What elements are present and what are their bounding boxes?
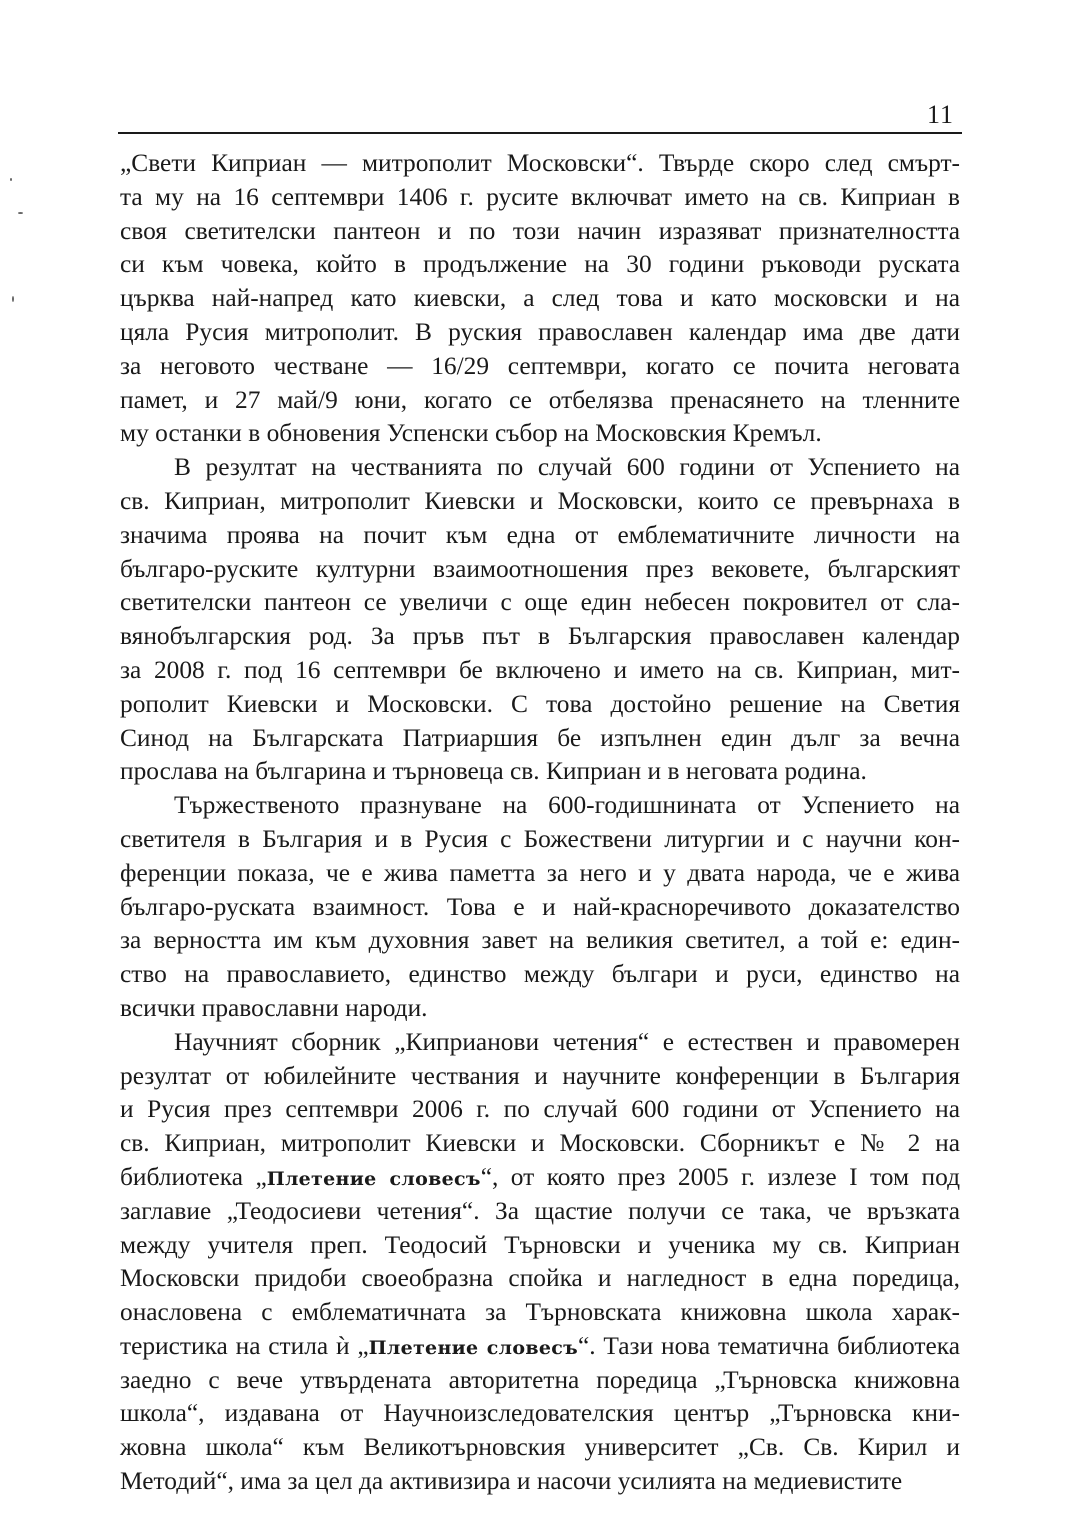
header-rule: [118, 132, 962, 134]
text-line: Методий“, има за цел да активизира и насочи усилията на медиевистите: [120, 1467, 903, 1496]
text-line: българо-руските културни взаимоотношения през вековете, българският: [120, 554, 960, 583]
paragraph: [120, 789, 960, 1026]
paragraph: [120, 451, 960, 789]
text-line: резултат от юбилейните чествания и научните конференции в България: [120, 1061, 960, 1090]
text-line: „Свети Киприан — митрополит Московски“. Твърде скоро след смърт-: [120, 149, 960, 177]
text-line: си към човека, който в продължение на 30 години ръководи руската: [120, 250, 960, 279]
page-number: 11: [926, 100, 954, 129]
body-text: [120, 147, 960, 1499]
text-line: всички православни народи.: [120, 993, 428, 1022]
text-line: ство на православието, единство между българи и руси, единство на: [120, 960, 960, 989]
text-line: вянобългарския род. За пръв път в Българския православен календар: [120, 622, 960, 651]
text-line: св. Киприан, митрополит Киевски и Московски. Сборникът е № 2 на: [120, 1129, 960, 1158]
text-line: българо-руската взаимност. Това е и най-красноречивото доказателство: [120, 892, 960, 921]
series-title-old-slavonic: Плетение словесъ: [266, 1167, 481, 1190]
series-title-old-slavonic: Плетение словесъ: [368, 1336, 578, 1359]
text-line: светителя в България и в Русия с Божествени литургии и с научни кон-: [120, 824, 960, 853]
text-line: между учителя преп. Теодосий Търновски и ученика му св. Киприан: [120, 1230, 960, 1259]
scan-speck: [10, 178, 12, 181]
text-line: и Русия през септември 2006 г. по случай 600 години от Успението на: [120, 1095, 960, 1124]
text-line: В резултат на честванията по случай 600 години от Успението на: [174, 453, 960, 482]
text-line: заедно с вече утвърдената авторитетна поредица „Търновска книжовна: [120, 1365, 960, 1394]
text-line: за верността им към духовния завет на великия светител, а той е: един-: [120, 926, 960, 955]
text-line: школа“, издавана от Научноизследователския център „Търновска кни-: [120, 1399, 960, 1428]
scan-speck: [12, 296, 14, 302]
text-line: Научният сборник „Киприанови четения“ е естествен и правомерен: [174, 1027, 960, 1056]
text-line: жовна школа“ към Великотърновския университет „Св. Св. Кирил и: [120, 1433, 960, 1462]
text-line: цяла Русия митрополит. В руския православен календар има две дати: [120, 317, 960, 346]
text-line: онасловена с емблематичната за Търновската книжовна школа харак-: [120, 1298, 960, 1327]
text-line: Московски придоби своеобразна спойка и нагледност в една поредица,: [120, 1264, 960, 1293]
text-line: своя светителски пантеон и по този начин изразяват признателността: [120, 216, 960, 245]
text-line: Синод на Българската Патриаршия бе изпълнен един дълг за вечна: [120, 723, 960, 752]
paragraph: [120, 147, 960, 451]
text-line: Тържественото празнуване на 600-годишнината от Успението на: [174, 791, 960, 820]
text-line: църква най-напред като киевски, а след това и като московски и на: [120, 284, 960, 313]
text-line: прослава на българина и търновеца св. Киприан и в неговата родина.: [120, 757, 867, 786]
text-line: теристика на стила ѝ „Плетение словесъ“. Тази нова тематична библиотека: [120, 1331, 960, 1360]
text-line: ференции показа, че е жива паметта за него и у двата народа, че е жива: [120, 858, 960, 887]
text-line: значима проява на почит към една от емблематичните личности на: [120, 520, 960, 549]
text-line: за неговото честване — 16/29 септември, когато се почита неговата: [120, 351, 960, 380]
text-line: за 2008 г. под 16 септември бе включено и името на св. Киприан, мит-: [120, 655, 960, 684]
text-line: библиотека „Плетение словесъ“, от която през 2005 г. излезе I том под: [120, 1162, 960, 1191]
text-line: рополит Киевски и Московски. С това достойно решение на Светия: [120, 689, 960, 718]
scan-speck: [18, 212, 23, 214]
text-line: памет, и 27 май/9 юни, когато се отбелязва пренасянето на тленните: [120, 385, 960, 414]
text-line: заглавие „Теодосиеви четения“. За щастие получи се така, че връзката: [120, 1196, 960, 1225]
paragraph: [120, 1026, 960, 1499]
text-line: му останки в обновения Успенски събор на Московския Кремъл.: [120, 419, 822, 448]
text-line: та му на 16 септември 1406 г. руситe включват името на св. Киприан в: [120, 182, 960, 211]
text-line: св. Киприан, митрополит Киевски и Московски, които се превърнаха в: [120, 486, 960, 515]
text-line: светителски пантеон се увеличи с още един небесен покровител от сла-: [120, 588, 960, 617]
